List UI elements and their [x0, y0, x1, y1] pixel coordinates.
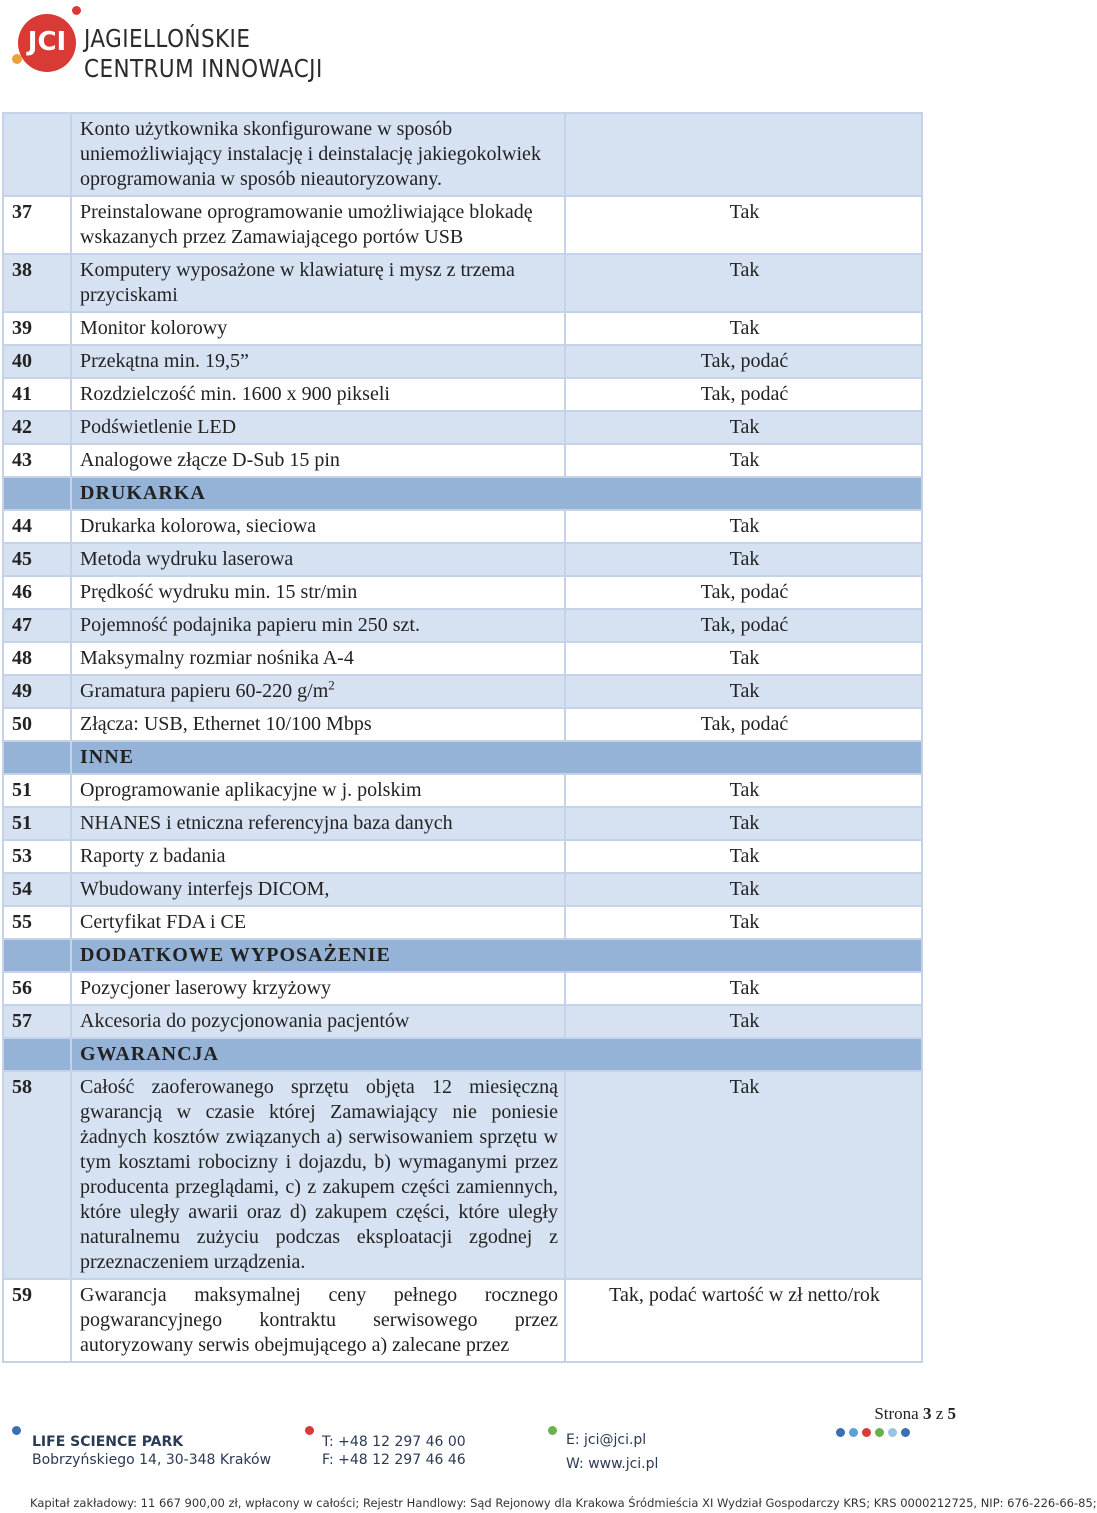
row-value: Tak	[565, 543, 922, 576]
row-description	[71, 345, 565, 378]
row-description	[71, 675, 565, 708]
row-description-text: Metoda wydruku laserowa	[80, 548, 294, 570]
table-row	[3, 1279, 922, 1362]
page-number: Strona 3 z 5	[874, 1404, 956, 1423]
row-value: Tak, podać	[565, 609, 922, 642]
row-description	[71, 543, 565, 576]
row-value: Tak	[565, 1071, 922, 1279]
table-row	[3, 113, 922, 196]
row-description	[71, 254, 565, 312]
table-row	[3, 312, 922, 345]
jci-logo	[10, 2, 410, 92]
row-value: Tak	[565, 807, 922, 840]
row-number: 49	[3, 675, 71, 708]
row-description	[71, 807, 565, 840]
row-description-text: Złącza: USB, Ethernet 10/100 Mbps	[80, 713, 372, 735]
row-description	[71, 411, 565, 444]
row-value: Tak	[565, 840, 922, 873]
table-row	[3, 774, 922, 807]
row-number: 50	[3, 708, 71, 741]
row-description-text: Gramatura papieru 60-220 g/m	[80, 680, 329, 702]
table-row	[3, 609, 922, 642]
row-value: Tak	[565, 444, 922, 477]
row-value: Tak	[565, 642, 922, 675]
row-value: Tak, podać	[565, 576, 922, 609]
row-value: Tak	[565, 675, 922, 708]
row-description-text: Raporty z badania	[80, 845, 226, 867]
table-row	[3, 642, 922, 675]
footer-www[interactable]: W: www.jci.pl	[566, 1456, 659, 1472]
row-number: 40	[3, 345, 71, 378]
row-value: Tak, podać	[565, 345, 922, 378]
table-row	[3, 906, 922, 939]
row-number: 51	[3, 807, 71, 840]
table-row	[3, 254, 922, 312]
row-value: Tak	[565, 906, 922, 939]
row-value: Tak	[565, 312, 922, 345]
row-description-text: Rozdzielczość min. 1600 x 900 pikseli	[80, 383, 390, 405]
row-description	[71, 642, 565, 675]
section-num-cell	[3, 477, 71, 510]
row-description-text: Oprogramowanie aplikacyjne w j. polskim	[80, 779, 422, 801]
row-description	[71, 906, 565, 939]
table-row	[3, 873, 922, 906]
footer-park-name: LIFE SCIENCE PARK	[32, 1434, 184, 1450]
footer-legal-text: Kapitał zakładowy: 11 667 900,00 zł, wpłacony w całości; Rejestr Handlowy: Sąd Rejonowy dla Krakowa Śródmieścia XI Wydział Gospodarczy KRS; KRS 0000212725, NIP: 676-226-66-85;	[30, 1496, 1097, 1510]
row-value: Tak, podać wartość w zł netto/rok	[565, 1279, 922, 1362]
row-number: 57	[3, 1005, 71, 1038]
logo-dot-red	[72, 6, 81, 15]
row-number: 38	[3, 254, 71, 312]
row-number: 54	[3, 873, 71, 906]
row-description-text: Gwarancja maksymalnej ceny pełnego rocznego pogwarancyjnego kontraktu serwisowego przez autoryzowany serwis obejmującego a) zalecane przez	[80, 1284, 558, 1356]
table-row	[3, 1005, 922, 1038]
row-description-text: Monitor kolorowy	[80, 317, 228, 339]
table-row	[3, 840, 922, 873]
row-number: 37	[3, 196, 71, 254]
row-description-text: Prędkość wydruku min. 15 str/min	[80, 581, 358, 603]
row-description	[71, 576, 565, 609]
spec-table	[2, 112, 923, 1363]
row-description	[71, 444, 565, 477]
row-number: 45	[3, 543, 71, 576]
logo-dot-orange	[12, 54, 22, 64]
row-number: 48	[3, 642, 71, 675]
section-header-row	[3, 477, 922, 510]
row-value: Tak	[565, 972, 922, 1005]
row-number	[3, 113, 71, 196]
row-description	[71, 1005, 565, 1038]
logo-line-1: JAGIELLOŃSKIE	[84, 24, 251, 53]
row-description	[71, 312, 565, 345]
row-description-text: Certyfikat FDA i CE	[80, 911, 247, 933]
row-number: 46	[3, 576, 71, 609]
row-description-text: Preinstalowane oprogramowanie umożliwiające blokadę wskazanych przez Zamawiającego portów USB	[80, 201, 533, 248]
row-number: 51	[3, 774, 71, 807]
row-description	[71, 510, 565, 543]
row-number: 41	[3, 378, 71, 411]
section-num-cell	[3, 1038, 71, 1071]
row-number: 39	[3, 312, 71, 345]
footer-fax: F: +48 12 297 46 46	[322, 1452, 466, 1468]
footer-park-address: Bobrzyńskiego 14, 30-348 Kraków	[32, 1452, 272, 1468]
row-description	[71, 378, 565, 411]
row-value: Tak	[565, 196, 922, 254]
row-description-text: Maksymalny rozmiar nośnika A-4	[80, 647, 354, 669]
row-description-text: NHANES i etniczna referencyjna baza danych	[80, 812, 453, 834]
section-header-row	[3, 1038, 922, 1071]
row-value: Tak	[565, 510, 922, 543]
footer-bullet-green	[548, 1426, 557, 1435]
row-number: 58	[3, 1071, 71, 1279]
row-value: Tak	[565, 254, 922, 312]
jci-logo-mark	[18, 14, 76, 72]
section-header-row	[3, 939, 922, 972]
logo-abbr: JCI	[27, 27, 67, 57]
row-number: 43	[3, 444, 71, 477]
row-number: 53	[3, 840, 71, 873]
footer-phone: T: +48 12 297 46 00	[322, 1434, 466, 1450]
table-row	[3, 807, 922, 840]
row-description	[71, 1071, 565, 1279]
footer-email[interactable]: E: jci@jci.pl	[566, 1432, 647, 1448]
footer-bullet-blue	[12, 1426, 21, 1435]
row-description	[71, 113, 565, 196]
footer-bullet-red	[305, 1426, 314, 1435]
section-header-row	[3, 741, 922, 774]
row-description-text: Przekątna min. 19,5”	[80, 350, 249, 372]
superscript: 2	[328, 677, 335, 693]
row-description-text: Wbudowany interfejs DICOM,	[80, 878, 330, 900]
table-row	[3, 543, 922, 576]
row-description	[71, 609, 565, 642]
row-number: 47	[3, 609, 71, 642]
row-number: 42	[3, 411, 71, 444]
row-description-text: Pojemność podajnika papieru min 250 szt.	[80, 614, 420, 636]
table-row	[3, 345, 922, 378]
row-value: Tak, podać	[565, 708, 922, 741]
row-description-text: Konto użytkownika skonfigurowane w sposób uniemożliwiający instalację i deinstalację jakiegokolwiek oprogramowania w sposób nieautoryzowany.	[80, 118, 541, 190]
row-value: Tak, podać	[565, 378, 922, 411]
logo-line-2: CENTRUM INNOWACJI	[84, 54, 323, 83]
table-row	[3, 196, 922, 254]
row-description-text: Pozycjoner laserowy krzyżowy	[80, 977, 332, 999]
table-row	[3, 444, 922, 477]
row-description	[71, 840, 565, 873]
row-value: Tak	[565, 873, 922, 906]
row-number: 55	[3, 906, 71, 939]
row-description-text: Całość zaoferowanego sprzętu objęta 12 miesięczną gwarancją w czasie której Zamawiający nie poniesie żadnych kosztów związanych a) serwisowaniem sprzętu w tym kosztami robocizny i dojazdu, b) wymaganymi przez producenta przeglądami, c) z zakupem części zamiennych, które uległy awarii oraz d) zakupem części, które uległy naturalnemu zużyciu podczas eksploatacji zgodnej z przeznaczeniem urządzenia.	[80, 1076, 558, 1273]
row-number: 56	[3, 972, 71, 1005]
table-row	[3, 1071, 922, 1279]
table-row	[3, 411, 922, 444]
row-number: 44	[3, 510, 71, 543]
row-description	[71, 774, 565, 807]
table-row	[3, 675, 922, 708]
table-row	[3, 576, 922, 609]
row-description	[71, 708, 565, 741]
row-description	[71, 873, 565, 906]
section-title: GWARANCJA	[71, 1038, 922, 1071]
row-value	[565, 113, 922, 196]
row-description	[71, 972, 565, 1005]
section-title: INNE	[71, 741, 922, 774]
table-row	[3, 378, 922, 411]
row-description-text: Analogowe złącze D-Sub 15 pin	[80, 449, 340, 471]
row-number: 59	[3, 1279, 71, 1362]
row-description-text: Akcesoria do pozycjonowania pacjentów	[80, 1010, 410, 1032]
section-title: DODATKOWE WYPOSAŻENIE	[71, 939, 922, 972]
table-row	[3, 510, 922, 543]
row-value: Tak	[565, 1005, 922, 1038]
row-value: Tak	[565, 774, 922, 807]
row-description	[71, 196, 565, 254]
row-description	[71, 1279, 565, 1362]
row-value: Tak	[565, 411, 922, 444]
table-row	[3, 972, 922, 1005]
table-row	[3, 708, 922, 741]
row-description-text: Drukarka kolorowa, sieciowa	[80, 515, 317, 537]
section-title: DRUKARKA	[71, 477, 922, 510]
section-num-cell	[3, 741, 71, 774]
row-description-text: Komputery wyposażone w klawiaturę i mysz z trzema przyciskami	[80, 259, 515, 306]
row-description-text: Podświetlenie LED	[80, 416, 237, 438]
section-num-cell	[3, 939, 71, 972]
